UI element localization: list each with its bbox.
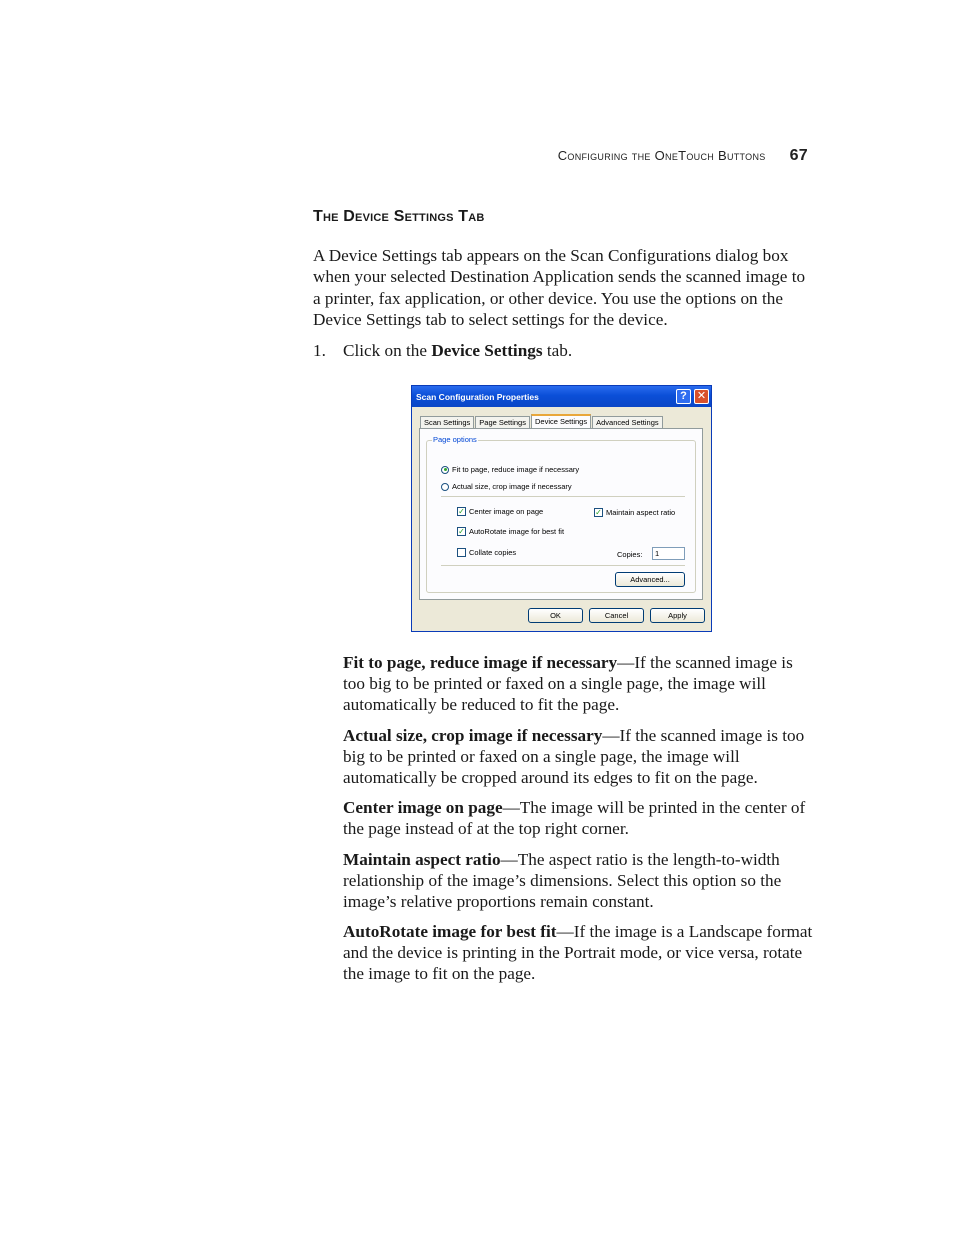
- step-number: 1.: [313, 341, 326, 360]
- check-maintain-aspect[interactable]: [594, 508, 675, 517]
- definition-term: AutoRotate image for best fit: [343, 922, 557, 941]
- help-icon[interactable]: ?: [676, 389, 691, 404]
- check-collate-label: Collate copies: [469, 548, 517, 557]
- scan-configuration-dialog: [411, 385, 712, 632]
- intro-paragraph: A Device Settings tab appears on the Scan Configurations dialog box when your selected Destination Application sends the scanned image to a printer, fax application, or other device. You use the options on the Device Settings tab to select settings for the device.: [313, 246, 806, 329]
- cancel-button[interactable]: Cancel: [589, 608, 644, 623]
- definition-maintain-aspect: [343, 849, 813, 912]
- page-number: 67: [789, 147, 808, 164]
- checkbox-checked-icon: ✓: [458, 527, 465, 536]
- step-text-after: tab.: [542, 341, 573, 360]
- check-autorotate-label: AutoRotate image for best fit: [469, 527, 565, 536]
- section-title: The Device Settings Tab: [313, 208, 485, 225]
- dialog-tabs: [420, 413, 664, 429]
- definition-term: Maintain aspect ratio: [343, 850, 501, 869]
- radio-selected-icon: [441, 466, 449, 474]
- definition-actual-size: [343, 725, 813, 788]
- radio-unselected-icon: [441, 483, 449, 491]
- apply-button[interactable]: Apply: [650, 608, 705, 623]
- definition-text: —The aspect ratio is the length-to-width relationship of the image’s dimensions. Select this option so the image’s relative proportions remain constant.: [343, 850, 782, 912]
- radio-fit-to-page[interactable]: [441, 465, 579, 474]
- radio-actual-size[interactable]: [441, 482, 572, 491]
- copies-input[interactable]: 1: [652, 547, 685, 560]
- checkbox-checked-icon: ✓: [595, 508, 602, 517]
- check-autorotate[interactable]: [457, 527, 564, 536]
- definition-fit-to-page: [343, 652, 813, 715]
- definition-term: Actual size, crop image if necessary: [343, 726, 603, 745]
- definition-text: —If the scanned image is too big to be printed or faxed on a single page, the image will automatically be cropped around its edges to fit on the page.: [343, 726, 805, 788]
- dialog-title: Scan Configuration Properties: [416, 391, 539, 402]
- definition-center-image: [343, 797, 813, 839]
- step-text-before: Click on the: [343, 341, 432, 360]
- running-title: Configuring the OneTouch Buttons: [557, 148, 766, 163]
- check-center-image[interactable]: [457, 507, 543, 516]
- page-options-label: Page options: [433, 435, 477, 444]
- check-center-label: Center image on page: [469, 507, 544, 516]
- tab-scan-settings[interactable]: Scan Settings: [420, 416, 474, 429]
- tab-page-settings[interactable]: Page Settings: [475, 416, 530, 429]
- device-settings-panel: [419, 428, 703, 600]
- separator: [441, 496, 685, 497]
- dialog-titlebar: [412, 386, 711, 407]
- separator: [441, 565, 685, 566]
- check-aspect-label: Maintain aspect ratio: [606, 508, 676, 517]
- ok-button[interactable]: OK: [528, 608, 583, 623]
- check-collate[interactable]: [457, 548, 516, 557]
- definition-text: —If the scanned image is too big to be printed or faxed on a single page, the image will automatically be reduced to fit the page.: [343, 653, 793, 715]
- step-1: [313, 340, 572, 361]
- definition-term: Fit to page, reduce image if necessary: [343, 653, 618, 672]
- radio-fit-label: Fit to page, reduce image if necessary: [452, 465, 580, 474]
- page-options-group: [426, 435, 696, 593]
- running-header: [558, 147, 808, 165]
- tab-advanced-settings[interactable]: Advanced Settings: [592, 416, 663, 429]
- copies-label: Copies:: [617, 550, 643, 559]
- definition-autorotate: [343, 921, 813, 984]
- definition-text: —The image will be printed in the center of the page instead of at the top right corner.: [343, 798, 806, 839]
- checkbox-unchecked-icon: [457, 548, 466, 557]
- tab-device-settings[interactable]: Device Settings: [531, 414, 591, 430]
- step-text-bold: Device Settings: [431, 341, 543, 360]
- definition-text: —If the image is a Landscape format and the device is printing in the Portrait mode, or vice versa, rotate the image to fit on the page.: [343, 922, 813, 984]
- checkbox-checked-icon: ✓: [458, 507, 465, 516]
- advanced-button[interactable]: Advanced...: [615, 572, 685, 587]
- radio-actual-label: Actual size, crop image if necessary: [452, 482, 572, 491]
- definition-term: Center image on page: [343, 798, 503, 817]
- close-icon[interactable]: ✕: [694, 389, 709, 404]
